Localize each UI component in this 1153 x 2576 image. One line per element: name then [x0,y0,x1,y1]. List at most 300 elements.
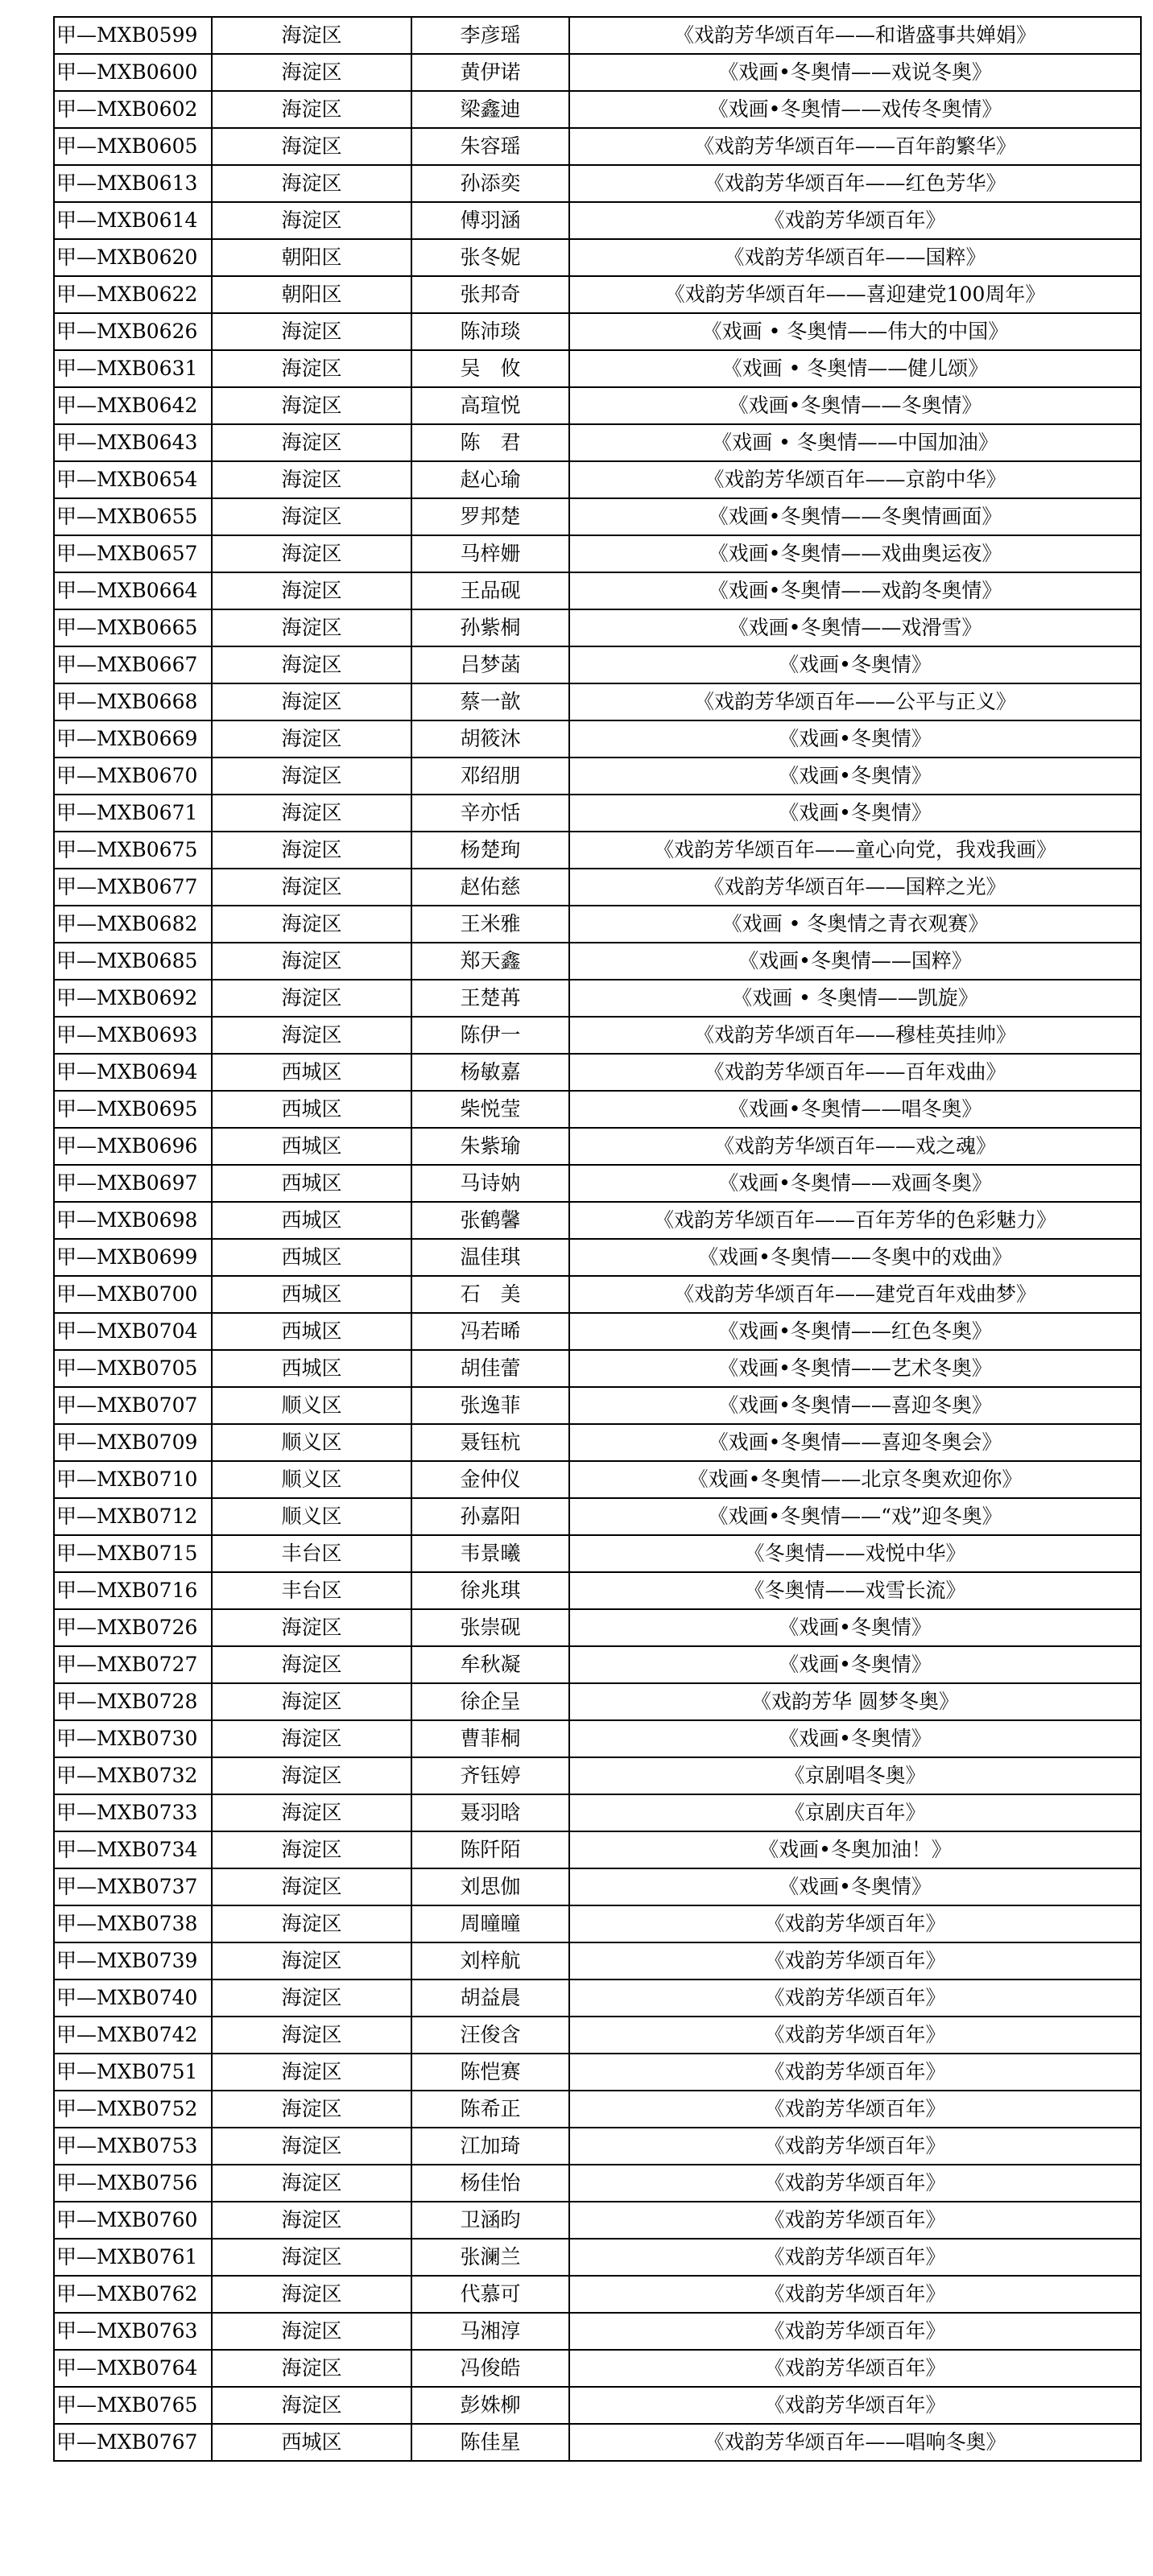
student-name-cell: 柴悦莹 [411,1091,569,1128]
table-row [54,1572,1141,1609]
artwork-title-cell: 《戏韵芳华颂百年——国粹之光》 [569,869,1141,906]
district-cell: 海淀区 [212,1831,411,1868]
entry-id-cell: 甲—MXB0761 [54,2239,212,2276]
student-name-cell: 马梓姗 [411,535,569,572]
district-cell: 海淀区 [212,1794,411,1831]
table-row [54,869,1141,906]
student-name-cell: 张冬妮 [411,239,569,276]
entry-id-cell: 甲—MXB0751 [54,2054,212,2091]
entry-id-cell: 甲—MXB0709 [54,1424,212,1461]
table-row [54,1461,1141,1498]
artwork-title-cell: 《京剧唱冬奥》 [569,1757,1141,1794]
table-row [54,2091,1141,2128]
district-cell: 海淀区 [212,2017,411,2054]
district-cell: 海淀区 [212,17,411,54]
district-cell: 海淀区 [212,128,411,165]
student-name-cell: 辛亦恬 [411,795,569,832]
student-name-cell: 代慕可 [411,2276,569,2313]
student-name-cell: 杨楚珣 [411,832,569,869]
artwork-title-cell: 《冬奥情——戏雪长流》 [569,1572,1141,1609]
entry-id-cell: 甲—MXB0752 [54,2091,212,2128]
table-row [54,1387,1141,1424]
district-cell: 海淀区 [212,2313,411,2350]
district-cell: 海淀区 [212,1757,411,1794]
entry-id-cell: 甲—MXB0664 [54,572,212,609]
artwork-title-cell: 《戏画 • 冬奥情之青衣观赛》 [569,906,1141,943]
entry-id-cell: 甲—MXB0753 [54,2128,212,2165]
table-row [54,2424,1141,2461]
entry-id-cell: 甲—MXB0675 [54,832,212,869]
entry-id-cell: 甲—MXB0742 [54,2017,212,2054]
student-name-cell: 黄伊诺 [411,54,569,91]
student-name-cell: 石 美 [411,1276,569,1313]
student-name-cell: 吕梦菡 [411,646,569,683]
district-cell: 海淀区 [212,906,411,943]
entry-id-cell: 甲—MXB0669 [54,720,212,758]
district-cell: 顺义区 [212,1424,411,1461]
artwork-title-cell: 《戏韵芳华颂百年》 [569,2128,1141,2165]
student-name-cell: 陈伊一 [411,1017,569,1054]
district-cell: 海淀区 [212,2239,411,2276]
table-row [54,1313,1141,1350]
entry-id-cell: 甲—MXB0730 [54,1720,212,1757]
table-row [54,276,1141,313]
student-name-cell: 陈阡陌 [411,1831,569,1868]
artwork-title-cell: 《戏画•冬奥加油！》 [569,1831,1141,1868]
table-row [54,1905,1141,1942]
table-row [54,17,1141,54]
district-cell: 西城区 [212,1276,411,1313]
entry-id-cell: 甲—MXB0693 [54,1017,212,1054]
district-cell: 海淀区 [212,54,411,91]
student-name-cell: 王米雅 [411,906,569,943]
artwork-title-cell: 《戏韵芳华颂百年——京韵中华》 [569,461,1141,498]
student-name-cell: 吴 攸 [411,350,569,387]
artwork-title-cell: 《戏画•冬奥情》 [569,1609,1141,1646]
table-row [54,1794,1141,1831]
entry-id-cell: 甲—MXB0763 [54,2313,212,2350]
entry-id-cell: 甲—MXB0694 [54,1054,212,1091]
table-row [54,1979,1141,2017]
table-row [54,1424,1141,1461]
student-name-cell: 马湘淳 [411,2313,569,2350]
entry-id-cell: 甲—MXB0699 [54,1239,212,1276]
table-row [54,1165,1141,1202]
artwork-title-cell: 《戏画•冬奥情——冬奥情》 [569,387,1141,424]
artwork-title-cell: 《戏画•冬奥情——北京冬奥欢迎你》 [569,1461,1141,1498]
student-name-cell: 陈 君 [411,424,569,461]
artwork-title-cell: 《戏韵芳华颂百年》 [569,2239,1141,2276]
district-cell: 海淀区 [212,2387,411,2424]
district-cell: 海淀区 [212,350,411,387]
district-cell: 海淀区 [212,795,411,832]
entry-id-cell: 甲—MXB0599 [54,17,212,54]
entry-id-cell: 甲—MXB0665 [54,609,212,646]
district-cell: 海淀区 [212,424,411,461]
student-name-cell: 傅羽涵 [411,202,569,239]
entry-id-cell: 甲—MXB0700 [54,1276,212,1313]
table-row [54,535,1141,572]
table-row [54,424,1141,461]
table-row [54,758,1141,795]
district-cell: 朝阳区 [212,276,411,313]
district-cell: 海淀区 [212,943,411,980]
district-cell: 海淀区 [212,2350,411,2387]
entry-id-cell: 甲—MXB0715 [54,1535,212,1572]
student-name-cell: 王品砚 [411,572,569,609]
entry-id-cell: 甲—MXB0631 [54,350,212,387]
artwork-title-cell: 《戏韵芳华颂百年》 [569,2017,1141,2054]
artwork-title-cell: 《戏韵芳华颂百年》 [569,1942,1141,1979]
entry-id-cell: 甲—MXB0614 [54,202,212,239]
district-cell: 西城区 [212,1165,411,1202]
student-name-cell: 李彦瑶 [411,17,569,54]
student-name-cell: 陈佳星 [411,2424,569,2461]
student-name-cell: 冯俊皓 [411,2350,569,2387]
district-cell: 海淀区 [212,609,411,646]
table-row [54,646,1141,683]
student-name-cell: 赵心瑜 [411,461,569,498]
artwork-title-cell: 《戏画•冬奥情——艺术冬奥》 [569,1350,1141,1387]
student-name-cell: 孙添奕 [411,165,569,202]
artwork-title-cell: 《戏画•冬奥情——唱冬奥》 [569,1091,1141,1128]
entry-id-cell: 甲—MXB0655 [54,498,212,535]
district-cell: 海淀区 [212,2165,411,2202]
artwork-title-cell: 《戏画•冬奥情》 [569,1646,1141,1683]
table-row [54,1091,1141,1128]
table-row [54,572,1141,609]
district-cell: 顺义区 [212,1461,411,1498]
entry-id-cell: 甲—MXB0692 [54,980,212,1017]
district-cell: 海淀区 [212,498,411,535]
student-name-cell: 王楚苒 [411,980,569,1017]
student-name-cell: 金仲仪 [411,1461,569,1498]
student-name-cell: 张逸菲 [411,1387,569,1424]
entry-id-cell: 甲—MXB0739 [54,1942,212,1979]
table-row [54,350,1141,387]
entry-id-cell: 甲—MXB0671 [54,795,212,832]
artwork-title-cell: 《戏韵芳华颂百年——红色芳华》 [569,165,1141,202]
district-cell: 海淀区 [212,1683,411,1720]
student-name-cell: 汪俊含 [411,2017,569,2054]
table-row [54,165,1141,202]
artwork-title-cell: 《戏画•冬奥情——戏说冬奥》 [569,54,1141,91]
artwork-title-cell: 《戏画•冬奥情》 [569,758,1141,795]
district-cell: 海淀区 [212,683,411,720]
district-cell: 西城区 [212,2424,411,2461]
entry-id-cell: 甲—MXB0737 [54,1868,212,1905]
artwork-title-cell: 《戏韵芳华颂百年——和谐盛事共婵娟》 [569,17,1141,54]
district-cell: 海淀区 [212,869,411,906]
artwork-title-cell: 《冬奥情——戏悦中华》 [569,1535,1141,1572]
artwork-title-cell: 《戏画•冬奥情——喜迎冬奥会》 [569,1424,1141,1461]
entry-id-cell: 甲—MXB0728 [54,1683,212,1720]
entry-id-cell: 甲—MXB0643 [54,424,212,461]
district-cell: 海淀区 [212,1646,411,1683]
artwork-title-cell: 《戏韵芳华颂百年》 [569,2350,1141,2387]
student-name-cell: 张澜兰 [411,2239,569,2276]
student-name-cell: 牟秋凝 [411,1646,569,1683]
artwork-title-cell: 《戏韵芳华颂百年》 [569,2313,1141,2350]
table-row [54,2128,1141,2165]
student-name-cell: 马诗妠 [411,1165,569,1202]
student-name-cell: 江加琦 [411,2128,569,2165]
entry-id-cell: 甲—MXB0626 [54,313,212,350]
student-name-cell: 周曈曈 [411,1905,569,1942]
artwork-title-cell: 《戏韵芳华颂百年》 [569,2387,1141,2424]
table-row [54,2387,1141,2424]
table-row [54,91,1141,128]
artwork-title-cell: 《戏画•冬奥情——戏滑雪》 [569,609,1141,646]
district-cell: 海淀区 [212,2276,411,2313]
student-name-cell: 张崇砚 [411,1609,569,1646]
entry-id-cell: 甲—MXB0756 [54,2165,212,2202]
entry-id-cell: 甲—MXB0622 [54,276,212,313]
district-cell: 海淀区 [212,1017,411,1054]
artwork-title-cell: 《戏韵芳华颂百年——穆桂英挂帅》 [569,1017,1141,1054]
table-row [54,2017,1141,2054]
district-cell: 西城区 [212,1350,411,1387]
entry-id-cell: 甲—MXB0704 [54,1313,212,1350]
artwork-title-cell: 《戏韵芳华颂百年》 [569,202,1141,239]
district-cell: 海淀区 [212,1979,411,2017]
artwork-title-cell: 《戏韵芳华颂百年——童心向党，我戏我画》 [569,832,1141,869]
entry-id-cell: 甲—MXB0764 [54,2350,212,2387]
artwork-title-cell: 《戏韵芳华颂百年——公平与正义》 [569,683,1141,720]
entry-id-cell: 甲—MXB0696 [54,1128,212,1165]
artwork-title-cell: 《戏韵芳华颂百年》 [569,1979,1141,2017]
district-cell: 西城区 [212,1054,411,1091]
table-row [54,1942,1141,1979]
table-row [54,2165,1141,2202]
artwork-title-cell: 《戏画 • 冬奥情——中国加油》 [569,424,1141,461]
award-list-table [53,16,1142,2462]
district-cell: 西城区 [212,1313,411,1350]
table-row [54,1276,1141,1313]
table-row [54,461,1141,498]
student-name-cell: 齐钰婷 [411,1757,569,1794]
student-name-cell: 张邦奇 [411,276,569,313]
artwork-title-cell: 《戏韵芳华颂百年——建党百年戏曲梦》 [569,1276,1141,1313]
artwork-title-cell: 《戏韵芳华颂百年》 [569,2054,1141,2091]
district-cell: 顺义区 [212,1387,411,1424]
student-name-cell: 高瑄悦 [411,387,569,424]
artwork-title-cell: 《戏画•冬奥情——戏曲奥运夜》 [569,535,1141,572]
entry-id-cell: 甲—MXB0712 [54,1498,212,1535]
artwork-title-cell: 《京剧庆百年》 [569,1794,1141,1831]
table-row [54,609,1141,646]
entry-id-cell: 甲—MXB0613 [54,165,212,202]
table-row [54,2202,1141,2239]
artwork-title-cell: 《戏韵芳华颂百年——百年韵繁华》 [569,128,1141,165]
entry-id-cell: 甲—MXB0767 [54,2424,212,2461]
artwork-title-cell: 《戏画•冬奥情》 [569,720,1141,758]
artwork-title-cell: 《戏画 • 冬奥情——凯旋》 [569,980,1141,1017]
entry-id-cell: 甲—MXB0738 [54,1905,212,1942]
artwork-title-cell: 《戏韵芳华颂百年》 [569,2202,1141,2239]
entry-id-cell: 甲—MXB0765 [54,2387,212,2424]
table-row [54,1128,1141,1165]
student-name-cell: 徐企呈 [411,1683,569,1720]
entry-id-cell: 甲—MXB0600 [54,54,212,91]
student-name-cell: 胡筱沐 [411,720,569,758]
district-cell: 丰台区 [212,1535,411,1572]
entry-id-cell: 甲—MXB0682 [54,906,212,943]
student-name-cell: 温佳琪 [411,1239,569,1276]
artwork-title-cell: 《戏韵芳华颂百年——喜迎建党100周年》 [569,276,1141,313]
table-row [54,202,1141,239]
artwork-title-cell: 《戏画 • 冬奥情——健儿颂》 [569,350,1141,387]
entry-id-cell: 甲—MXB0760 [54,2202,212,2239]
table-row [54,1350,1141,1387]
artwork-title-cell: 《戏画•冬奥情——国粹》 [569,943,1141,980]
artwork-title-cell: 《戏画•冬奥情》 [569,646,1141,683]
entry-id-cell: 甲—MXB0710 [54,1461,212,1498]
student-name-cell: 赵佑慈 [411,869,569,906]
table-row [54,387,1141,424]
entry-id-cell: 甲—MXB0726 [54,1609,212,1646]
district-cell: 海淀区 [212,646,411,683]
entry-id-cell: 甲—MXB0654 [54,461,212,498]
student-name-cell: 聂钰杭 [411,1424,569,1461]
entry-id-cell: 甲—MXB0605 [54,128,212,165]
student-name-cell: 蔡一歆 [411,683,569,720]
artwork-title-cell: 《戏韵芳华颂百年——百年芳华的色彩魅力》 [569,1202,1141,1239]
artwork-title-cell: 《戏韵芳华颂百年》 [569,2276,1141,2313]
table-row [54,2054,1141,2091]
student-name-cell: 梁鑫迪 [411,91,569,128]
student-name-cell: 朱容瑶 [411,128,569,165]
table-row [54,239,1141,276]
student-name-cell: 胡益晨 [411,1979,569,2017]
district-cell: 海淀区 [212,1609,411,1646]
table-row [54,720,1141,758]
table-row [54,943,1141,980]
table-row [54,795,1141,832]
district-cell: 海淀区 [212,2054,411,2091]
district-cell: 海淀区 [212,758,411,795]
artwork-title-cell: 《戏画 • 冬奥情——伟大的中国》 [569,313,1141,350]
entry-id-cell: 甲—MXB0668 [54,683,212,720]
district-cell: 海淀区 [212,832,411,869]
artwork-title-cell: 《戏画•冬奥情——戏画冬奥》 [569,1165,1141,1202]
award-list-body [54,17,1141,2461]
table-row [54,1720,1141,1757]
entry-id-cell: 甲—MXB0727 [54,1646,212,1683]
student-name-cell: 邓绍朋 [411,758,569,795]
student-name-cell: 卫涵昀 [411,2202,569,2239]
entry-id-cell: 甲—MXB0707 [54,1387,212,1424]
entry-id-cell: 甲—MXB0695 [54,1091,212,1128]
artwork-title-cell: 《戏韵芳华颂百年——国粹》 [569,239,1141,276]
student-name-cell: 朱紫瑜 [411,1128,569,1165]
artwork-title-cell: 《戏画•冬奥情》 [569,1868,1141,1905]
table-row [54,498,1141,535]
table-row [54,2313,1141,2350]
table-row [54,1017,1141,1054]
entry-id-cell: 甲—MXB0733 [54,1794,212,1831]
student-name-cell: 杨佳怡 [411,2165,569,2202]
table-row [54,2239,1141,2276]
district-cell: 海淀区 [212,2091,411,2128]
district-cell: 西城区 [212,1128,411,1165]
student-name-cell: 张鹤馨 [411,1202,569,1239]
student-name-cell: 韦景曦 [411,1535,569,1572]
artwork-title-cell: 《戏韵芳华颂百年》 [569,1905,1141,1942]
table-row [54,2350,1141,2387]
entry-id-cell: 甲—MXB0670 [54,758,212,795]
table-row [54,1646,1141,1683]
student-name-cell: 陈希正 [411,2091,569,2128]
district-cell: 海淀区 [212,535,411,572]
student-name-cell: 聂羽晗 [411,1794,569,1831]
entry-id-cell: 甲—MXB0740 [54,1979,212,2017]
district-cell: 海淀区 [212,1942,411,1979]
table-row [54,1054,1141,1091]
district-cell: 海淀区 [212,313,411,350]
artwork-title-cell: 《戏画•冬奥情——冬奥中的戏曲》 [569,1239,1141,1276]
entry-id-cell: 甲—MXB0620 [54,239,212,276]
entry-id-cell: 甲—MXB0698 [54,1202,212,1239]
district-cell: 西城区 [212,1239,411,1276]
entry-id-cell: 甲—MXB0677 [54,869,212,906]
table-row [54,2276,1141,2313]
entry-id-cell: 甲—MXB0732 [54,1757,212,1794]
entry-id-cell: 甲—MXB0685 [54,943,212,980]
artwork-title-cell: 《戏画•冬奥情——红色冬奥》 [569,1313,1141,1350]
artwork-title-cell: 《戏韵芳华颂百年——唱响冬奥》 [569,2424,1141,2461]
table-row [54,1202,1141,1239]
artwork-title-cell: 《戏韵芳华颂百年》 [569,2165,1141,2202]
student-name-cell: 陈恺赛 [411,2054,569,2091]
student-name-cell: 彭姝柳 [411,2387,569,2424]
district-cell: 顺义区 [212,1498,411,1535]
table-row [54,906,1141,943]
artwork-title-cell: 《戏画•冬奥情——冬奥情画面》 [569,498,1141,535]
district-cell: 海淀区 [212,387,411,424]
artwork-title-cell: 《戏画•冬奥情》 [569,795,1141,832]
district-cell: 海淀区 [212,165,411,202]
student-name-cell: 刘梓航 [411,1942,569,1979]
artwork-title-cell: 《戏画•冬奥情——戏传冬奥情》 [569,91,1141,128]
artwork-title-cell: 《戏韵芳华颂百年——戏之魂》 [569,1128,1141,1165]
entry-id-cell: 甲—MXB0667 [54,646,212,683]
district-cell: 海淀区 [212,1868,411,1905]
district-cell: 海淀区 [212,720,411,758]
table-row [54,1535,1141,1572]
district-cell: 海淀区 [212,980,411,1017]
artwork-title-cell: 《戏韵芳华颂百年》 [569,2091,1141,2128]
student-name-cell: 胡佳蕾 [411,1350,569,1387]
student-name-cell: 杨敏嘉 [411,1054,569,1091]
table-row [54,1868,1141,1905]
district-cell: 海淀区 [212,202,411,239]
student-name-cell: 徐兆琪 [411,1572,569,1609]
table-row [54,54,1141,91]
artwork-title-cell: 《戏画•冬奥情——“戏”迎冬奥》 [569,1498,1141,1535]
entry-id-cell: 甲—MXB0642 [54,387,212,424]
district-cell: 海淀区 [212,461,411,498]
table-row [54,683,1141,720]
district-cell: 海淀区 [212,2202,411,2239]
table-row [54,832,1141,869]
artwork-title-cell: 《戏韵芳华颂百年——百年戏曲》 [569,1054,1141,1091]
entry-id-cell: 甲—MXB0734 [54,1831,212,1868]
student-name-cell: 刘思伽 [411,1868,569,1905]
district-cell: 丰台区 [212,1572,411,1609]
entry-id-cell: 甲—MXB0657 [54,535,212,572]
district-cell: 海淀区 [212,1905,411,1942]
